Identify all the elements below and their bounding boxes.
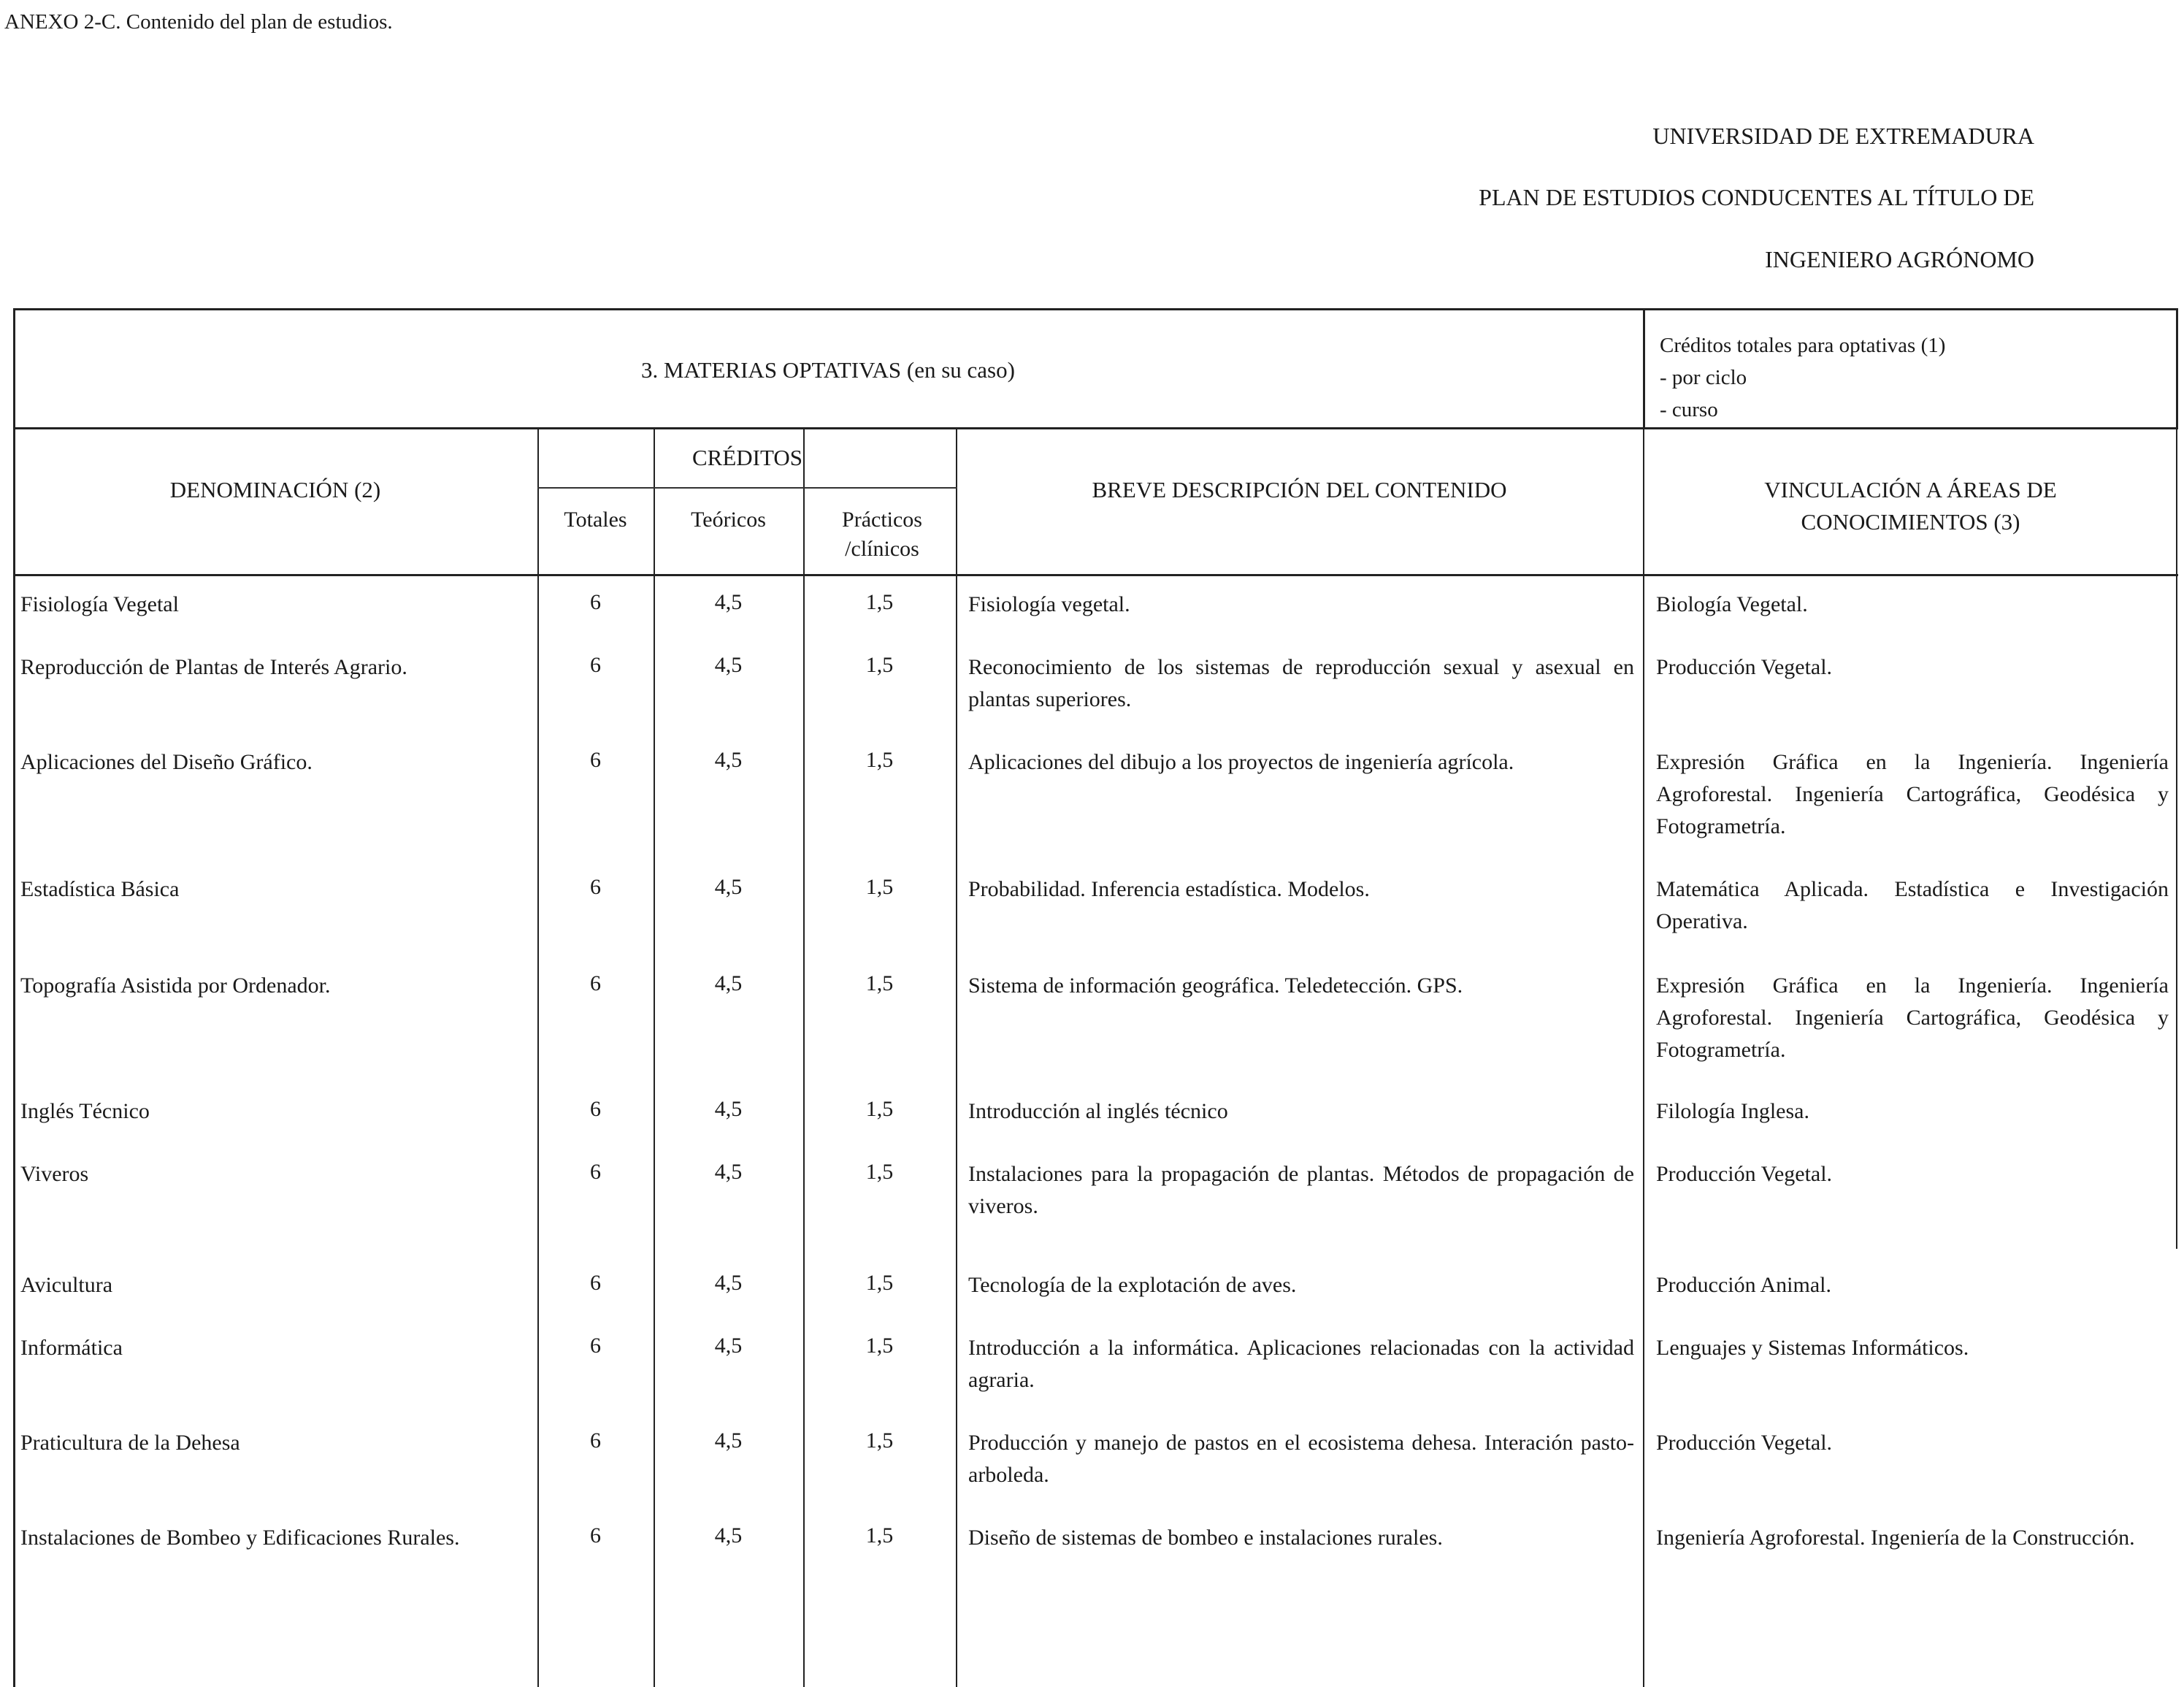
annex-title: ANEXO 2-C. Contenido del plan de estudios. [4,10,393,34]
col-divider-2 [654,429,655,1687]
col-divider-4 [956,429,957,1687]
row-description: Fisiología vegetal. [968,592,1130,616]
row-area: Ingeniería Agroforestal. Ingeniería de la Construcción. [1656,1526,2135,1550]
row-area: Producción Vegetal. [1656,1431,1833,1455]
row-name: Topografía Asistida por Ordenador. [20,973,331,998]
row-description: Aplicaciones del dibujo a los proyectos de ingeniería agrícola. [968,750,1514,774]
row-area: Expresión Gráfica en la Ingeniería. Ingeniería Agroforestal. Ingeniería Cartográfica, Geodésica y Fotogrametría. [1656,750,2169,838]
row-totales: 6 [590,1523,601,1548]
row-name: Aplicaciones del Diseño Gráfico. [20,750,313,774]
row-totales: 6 [590,590,601,614]
row-teoricos: 4,5 [714,1428,743,1453]
row-name: Fisiología Vegetal [20,592,179,616]
section-header-bar [13,308,2178,429]
row-totales: 6 [590,971,601,995]
row-description: Sistema de información geográfica. Teledetección. GPS. [968,973,1463,998]
section-title: 3. MATERIAS OPTATIVAS (en su caso) [641,356,1015,383]
col-divider-3 [803,429,805,1687]
row-description: Introducción a la informática. Aplicaciones relacionadas con la actividad agraria. [968,1336,1634,1392]
row-practicos: 1,5 [865,1523,894,1548]
row-totales: 6 [590,1271,601,1295]
row-teoricos: 4,5 [714,748,743,772]
col-header-descripcion: BREVE DESCRIPCIÓN DEL CONTENIDO [1092,477,1507,502]
row-totales: 6 [590,1160,601,1184]
university-name: UNIVERSIDAD DE EXTREMADURA [1652,123,2034,149]
degree-title: INGENIERO AGRÓNOMO [1765,246,2034,272]
row-description: Reconocimiento de los sistemas de reproducción sexual y asexual en plantas superiores. [968,655,1634,711]
row-name: Avicultura [20,1273,113,1297]
row-area: Lenguajes y Sistemas Informáticos. [1656,1336,1969,1360]
row-totales: 6 [590,1334,601,1358]
row-name: Inglés Técnico [20,1099,150,1123]
row-area: Producción Vegetal. [1656,1162,1833,1186]
credits-total-box [1660,329,1945,426]
row-name: Estadística Básica [20,877,180,901]
row-teoricos: 4,5 [714,971,743,995]
row-description: Diseño de sistemas de bombeo e instalaciones rurales. [968,1526,1443,1550]
row-practicos: 1,5 [865,653,894,677]
row-totales: 6 [590,875,601,899]
col-divider-5 [1643,429,1644,1687]
credits-subheader-line [537,487,957,489]
row-teoricos: 4,5 [714,590,743,614]
col-header-teoricos: Teóricos [691,508,766,532]
row-description: Instalaciones para la propagación de plantas. Métodos de propagación de viveros. [968,1162,1634,1218]
row-teoricos: 4,5 [714,1334,743,1358]
row-area: Filología Inglesa. [1656,1099,1809,1123]
row-teoricos: 4,5 [714,1271,743,1295]
row-name: Reproducción de Plantas de Interés Agrario. [20,655,407,679]
col-header-vinculacion-1: VINCULACIÓN A ÁREAS DE [1764,477,2057,502]
row-description: Probabilidad. Inferencia estadística. Modelos. [968,877,1370,901]
row-description: Tecnología de la explotación de aves. [968,1273,1297,1297]
credits-per-course: - curso [1660,398,1718,421]
col-header-vinculacion-2: CONOCIMIENTOS (3) [1801,509,2020,535]
row-practicos: 1,5 [865,1428,894,1453]
row-totales: 6 [590,1097,601,1121]
col-header-practicos: Prácticos /clínicos [842,508,922,561]
row-practicos: 1,5 [865,1271,894,1295]
row-teoricos: 4,5 [714,653,743,677]
row-practicos: 1,5 [865,748,894,772]
row-teoricos: 4,5 [714,875,743,899]
row-area: Expresión Gráfica en la Ingeniería. Ingeniería Agroforestal. Ingeniería Cartográfica, Geodésica y Fotogrametría. [1656,973,2169,1062]
col-header-totales: Totales [564,508,627,532]
row-practicos: 1,5 [865,1097,894,1121]
row-area: Producción Vegetal. [1656,655,1833,679]
credits-total-label: Créditos totales para optativas (1) [1660,334,1946,357]
row-practicos: 1,5 [865,590,894,614]
row-totales: 6 [590,653,601,677]
row-area: Producción Animal. [1656,1273,1831,1297]
row-practicos: 1,5 [865,1334,894,1358]
row-description: Introducción al inglés técnico [968,1099,1228,1123]
col-header-creditos: CRÉDITOS [691,445,802,470]
row-totales: 6 [590,748,601,772]
row-teoricos: 4,5 [714,1523,743,1548]
row-name: Instalaciones de Bombeo y Edificaciones Rurales. [20,1526,460,1550]
credits-per-cycle: - por ciclo [1660,366,1747,389]
row-name: Informática [20,1336,123,1360]
table-right-border [2176,429,2177,1249]
row-teoricos: 4,5 [714,1160,743,1184]
row-totales: 6 [590,1428,601,1453]
row-area: Matemática Aplicada. Estadística e Investigación Operativa. [1656,877,2169,933]
curriculum-table [13,308,2178,1687]
plan-title: PLAN DE ESTUDIOS CONDUCENTES AL TÍTULO DE [1479,184,2034,210]
col-divider-1 [537,429,539,1687]
row-practicos: 1,5 [865,1160,894,1184]
row-name: Praticultura de la Dehesa [20,1431,240,1455]
row-name: Viveros [20,1162,89,1186]
col-header-vinculacion [1643,474,2178,538]
row-practicos: 1,5 [865,875,894,899]
section-divider [1643,310,1645,429]
col-header-denominacion: DENOMINACIÓN (2) [169,477,381,502]
row-area: Biología Vegetal. [1656,592,1808,616]
row-teoricos: 4,5 [714,1097,743,1121]
row-practicos: 1,5 [865,971,894,995]
row-description: Producción y manejo de pastos en el ecosistema dehesa. Interación pasto-arboleda. [968,1431,1634,1487]
